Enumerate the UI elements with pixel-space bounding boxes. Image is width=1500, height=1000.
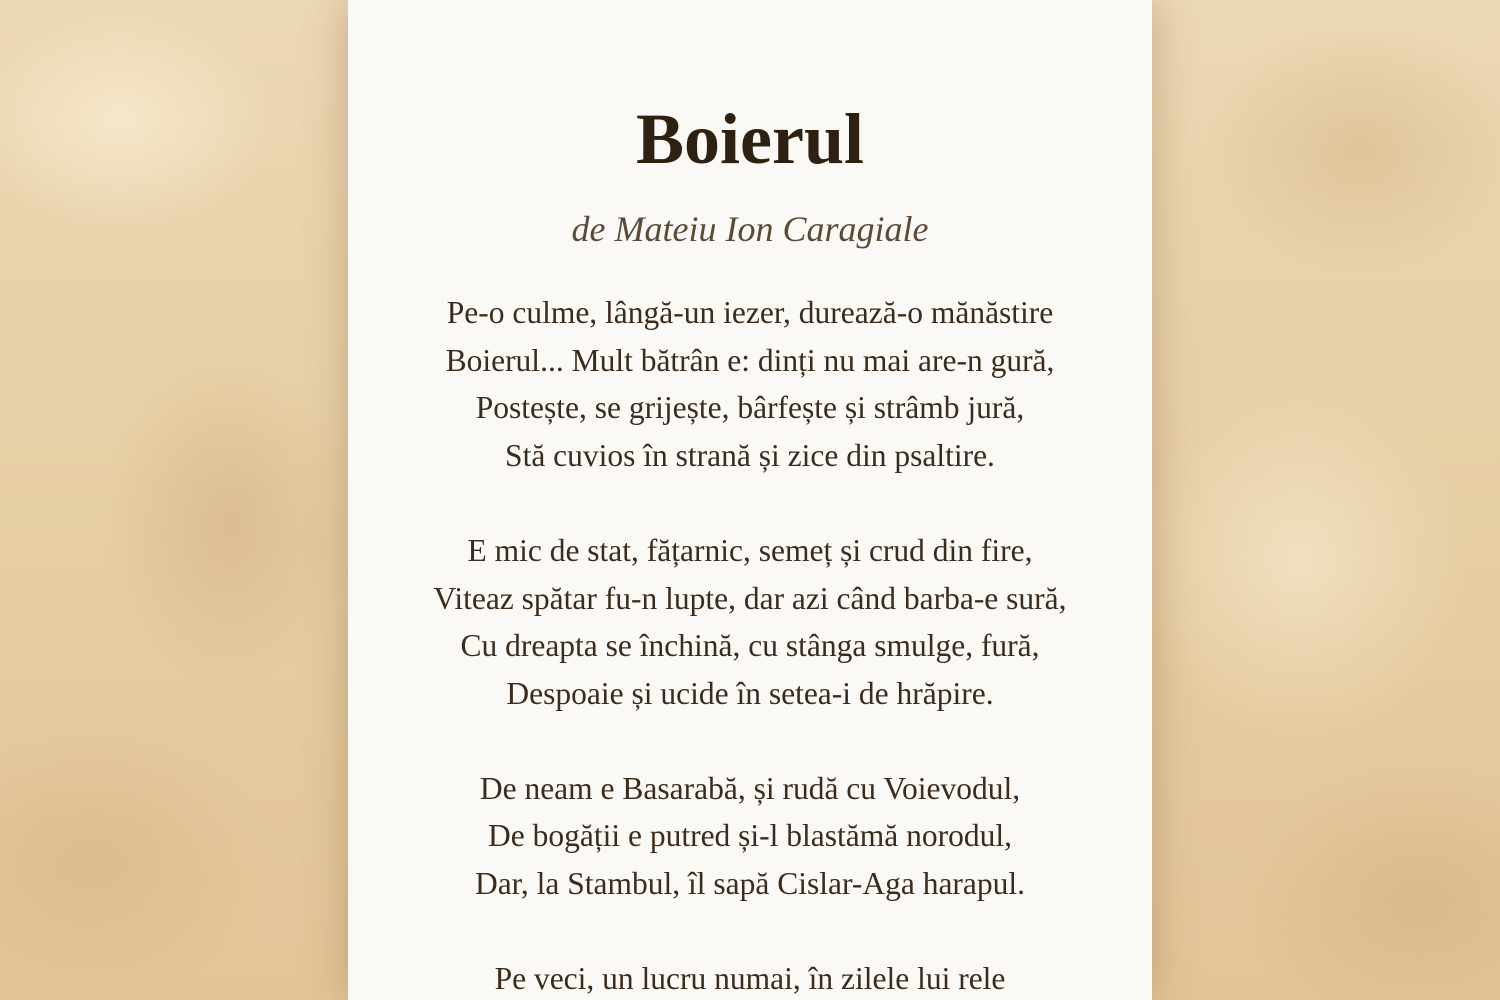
poem-line: Despoaie și ucide în setea-i de hrăpire.	[506, 675, 994, 711]
poem-line: E mic de stat, fățarnic, semeț și crud din fire,	[467, 532, 1033, 568]
poem-line: Pe veci, un lucru numai, în zilele lui rele	[494, 960, 1006, 996]
poem-line: Viteaz spătar fu-n lupte, dar azi când barba-e sură,	[433, 580, 1067, 616]
poem-line: Stă cuvios în strană și zice din psaltire.	[505, 438, 995, 474]
poem-title: Boierul	[636, 99, 864, 179]
stanza	[348, 955, 1152, 1000]
poem-line: De neam e Basarabă, și rudă cu Voievodul,	[479, 770, 1021, 806]
poem-page	[348, 0, 1152, 1000]
poem-line: Cu dreapta se închină, cu stânga smulge, fură,	[460, 628, 1040, 664]
poem-line: Pe-o culme, lângă-un iezer, durează-o mănăstire	[446, 295, 1054, 330]
poem-line: Boierul... Mult bătrân e: dinți nu mai are-n gură,	[445, 342, 1055, 378]
poem-body	[348, 289, 1152, 1000]
stanza	[348, 527, 1152, 718]
poem-line: Postește, se grijește, bârfește și strâmb jură,	[475, 390, 1025, 426]
poem-author: de Mateiu Ion Caragiale	[571, 209, 929, 249]
stanza	[348, 289, 1152, 480]
poem-line: Dar, la Stambul, îl sapă Cislar-Aga harapul.	[474, 866, 1026, 902]
poem-line: De bogății e putred și-l blastămă norodul,	[488, 818, 1012, 854]
stanza	[348, 765, 1152, 908]
